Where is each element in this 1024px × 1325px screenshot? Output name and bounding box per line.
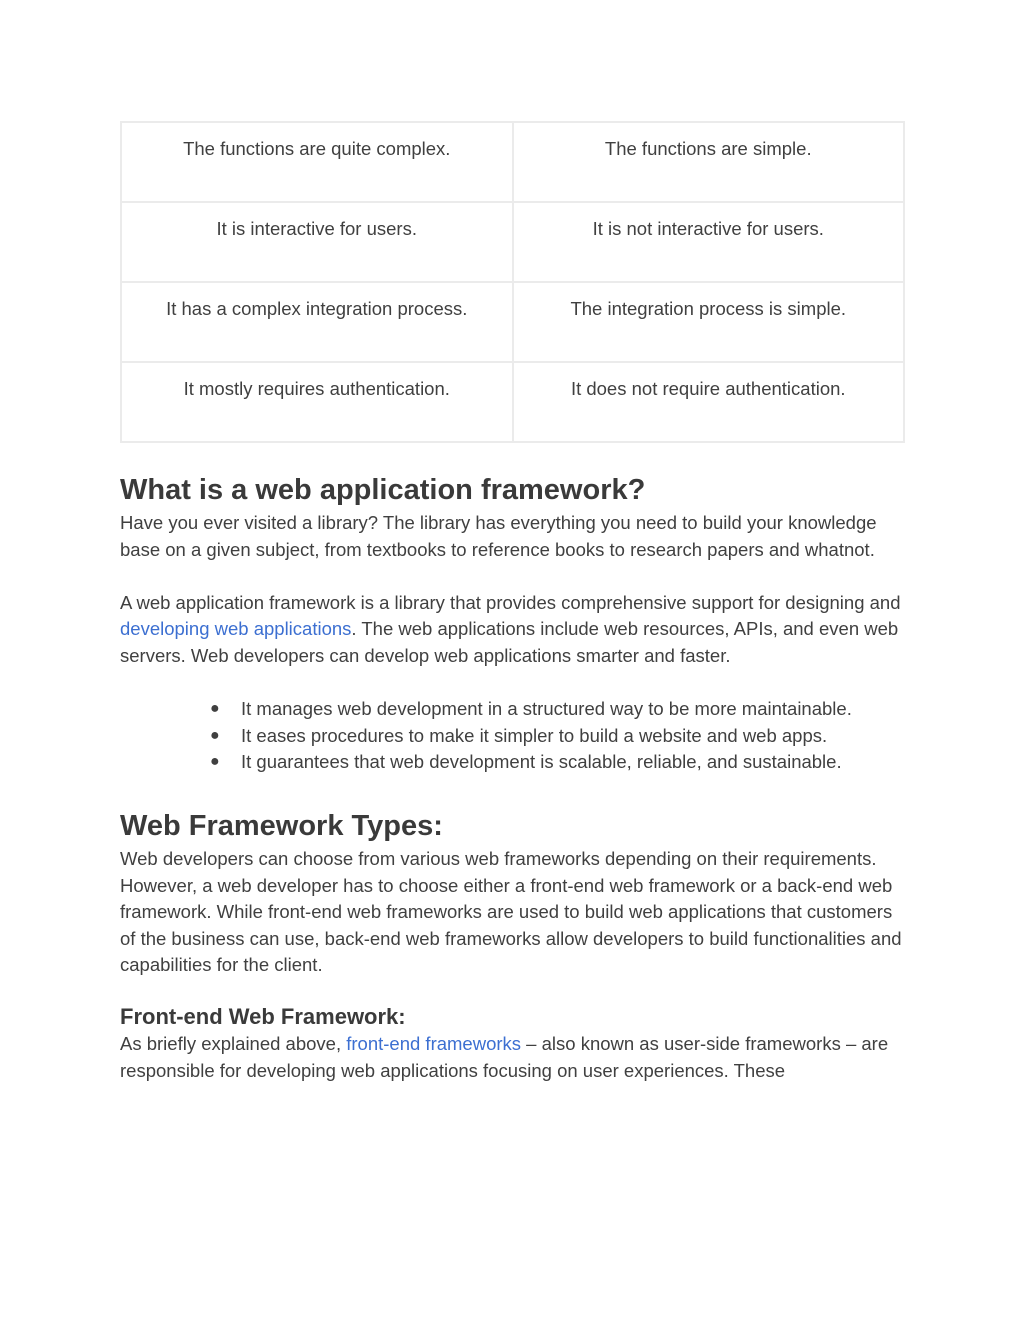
paragraph-framework-types: Web developers can choose from various web frameworks depending on their requirements. However, a web developer has to choose either a front-end web framework or a back-end web framework. While front-end web frameworks are used to build web applications that customers of the business can use, back-end web frameworks allow developers to build functionalities and capabilities for the client. [120, 847, 902, 976]
developing-web-applications-link[interactable]: developing web applications [120, 618, 352, 640]
list-item-text: It guarantees that web development is scalable, reliable, and sustainable. [241, 751, 842, 773]
section-spacer [120, 776, 910, 806]
section-heading-framework-types: Web Framework Types: [120, 809, 443, 842]
paragraph-text: A web application framework is a library that provides comprehensive support for designing and [120, 591, 901, 613]
paragraph-framework-definition [120, 590, 910, 670]
table-row [121, 122, 904, 202]
table-cell: It is interactive for users. [121, 202, 513, 282]
front-end-frameworks-link[interactable]: front-end frameworks [346, 1032, 522, 1054]
table-cell: It mostly requires authentication. [121, 362, 513, 442]
paragraph-spacer [120, 563, 910, 590]
paragraph-spacer [120, 670, 910, 697]
article-content [120, 470, 910, 1084]
list-item-text: It eases procedures to make it simpler to build a website and web apps. [241, 724, 828, 746]
table-cell: It has a complex integration process. [121, 282, 513, 362]
table-row [121, 362, 904, 442]
paragraph-text: . The web applications include web resources, APIs, and even web servers. Web developers can develop web applications smarter and faster. [120, 618, 899, 666]
table-cell: The functions are quite complex. [121, 122, 513, 202]
list-item-text: It manages web development in a structured way to be more maintainable. [241, 698, 852, 720]
list-item [210, 749, 910, 776]
paragraph-front-end [120, 1031, 910, 1084]
list-item [210, 696, 910, 723]
bullet-icon: ● [210, 700, 220, 718]
paragraph-text: As briefly explained above, [120, 1032, 347, 1054]
benefits-list [120, 696, 910, 776]
list-item [210, 723, 910, 750]
section-heading-front-end: Front-end Web Framework: [120, 1003, 406, 1029]
table-cell: It is not interactive for users. [513, 202, 905, 282]
paragraph-text: – also known as user-side frameworks – are responsible for developing web applications focusing on user experiences. These [120, 1032, 889, 1081]
section-spacer [120, 979, 910, 1003]
bullet-icon: ● [210, 726, 220, 744]
table-cell: The functions are simple. [513, 122, 905, 202]
bullet-icon: ● [210, 753, 220, 771]
table-row [121, 202, 904, 282]
table-cell: The integration process is simple. [513, 282, 905, 362]
comparison-table [120, 121, 905, 443]
paragraph-library-intro: Have you ever visited a library? The library has everything you need to build your knowledge base on a given subject, from textbooks to reference books to research papers and whatnot. [120, 512, 877, 560]
table-row [121, 282, 904, 362]
section-heading-web-app-framework: What is a web application framework? [120, 474, 646, 506]
table-cell: It does not require authentication. [513, 362, 905, 442]
